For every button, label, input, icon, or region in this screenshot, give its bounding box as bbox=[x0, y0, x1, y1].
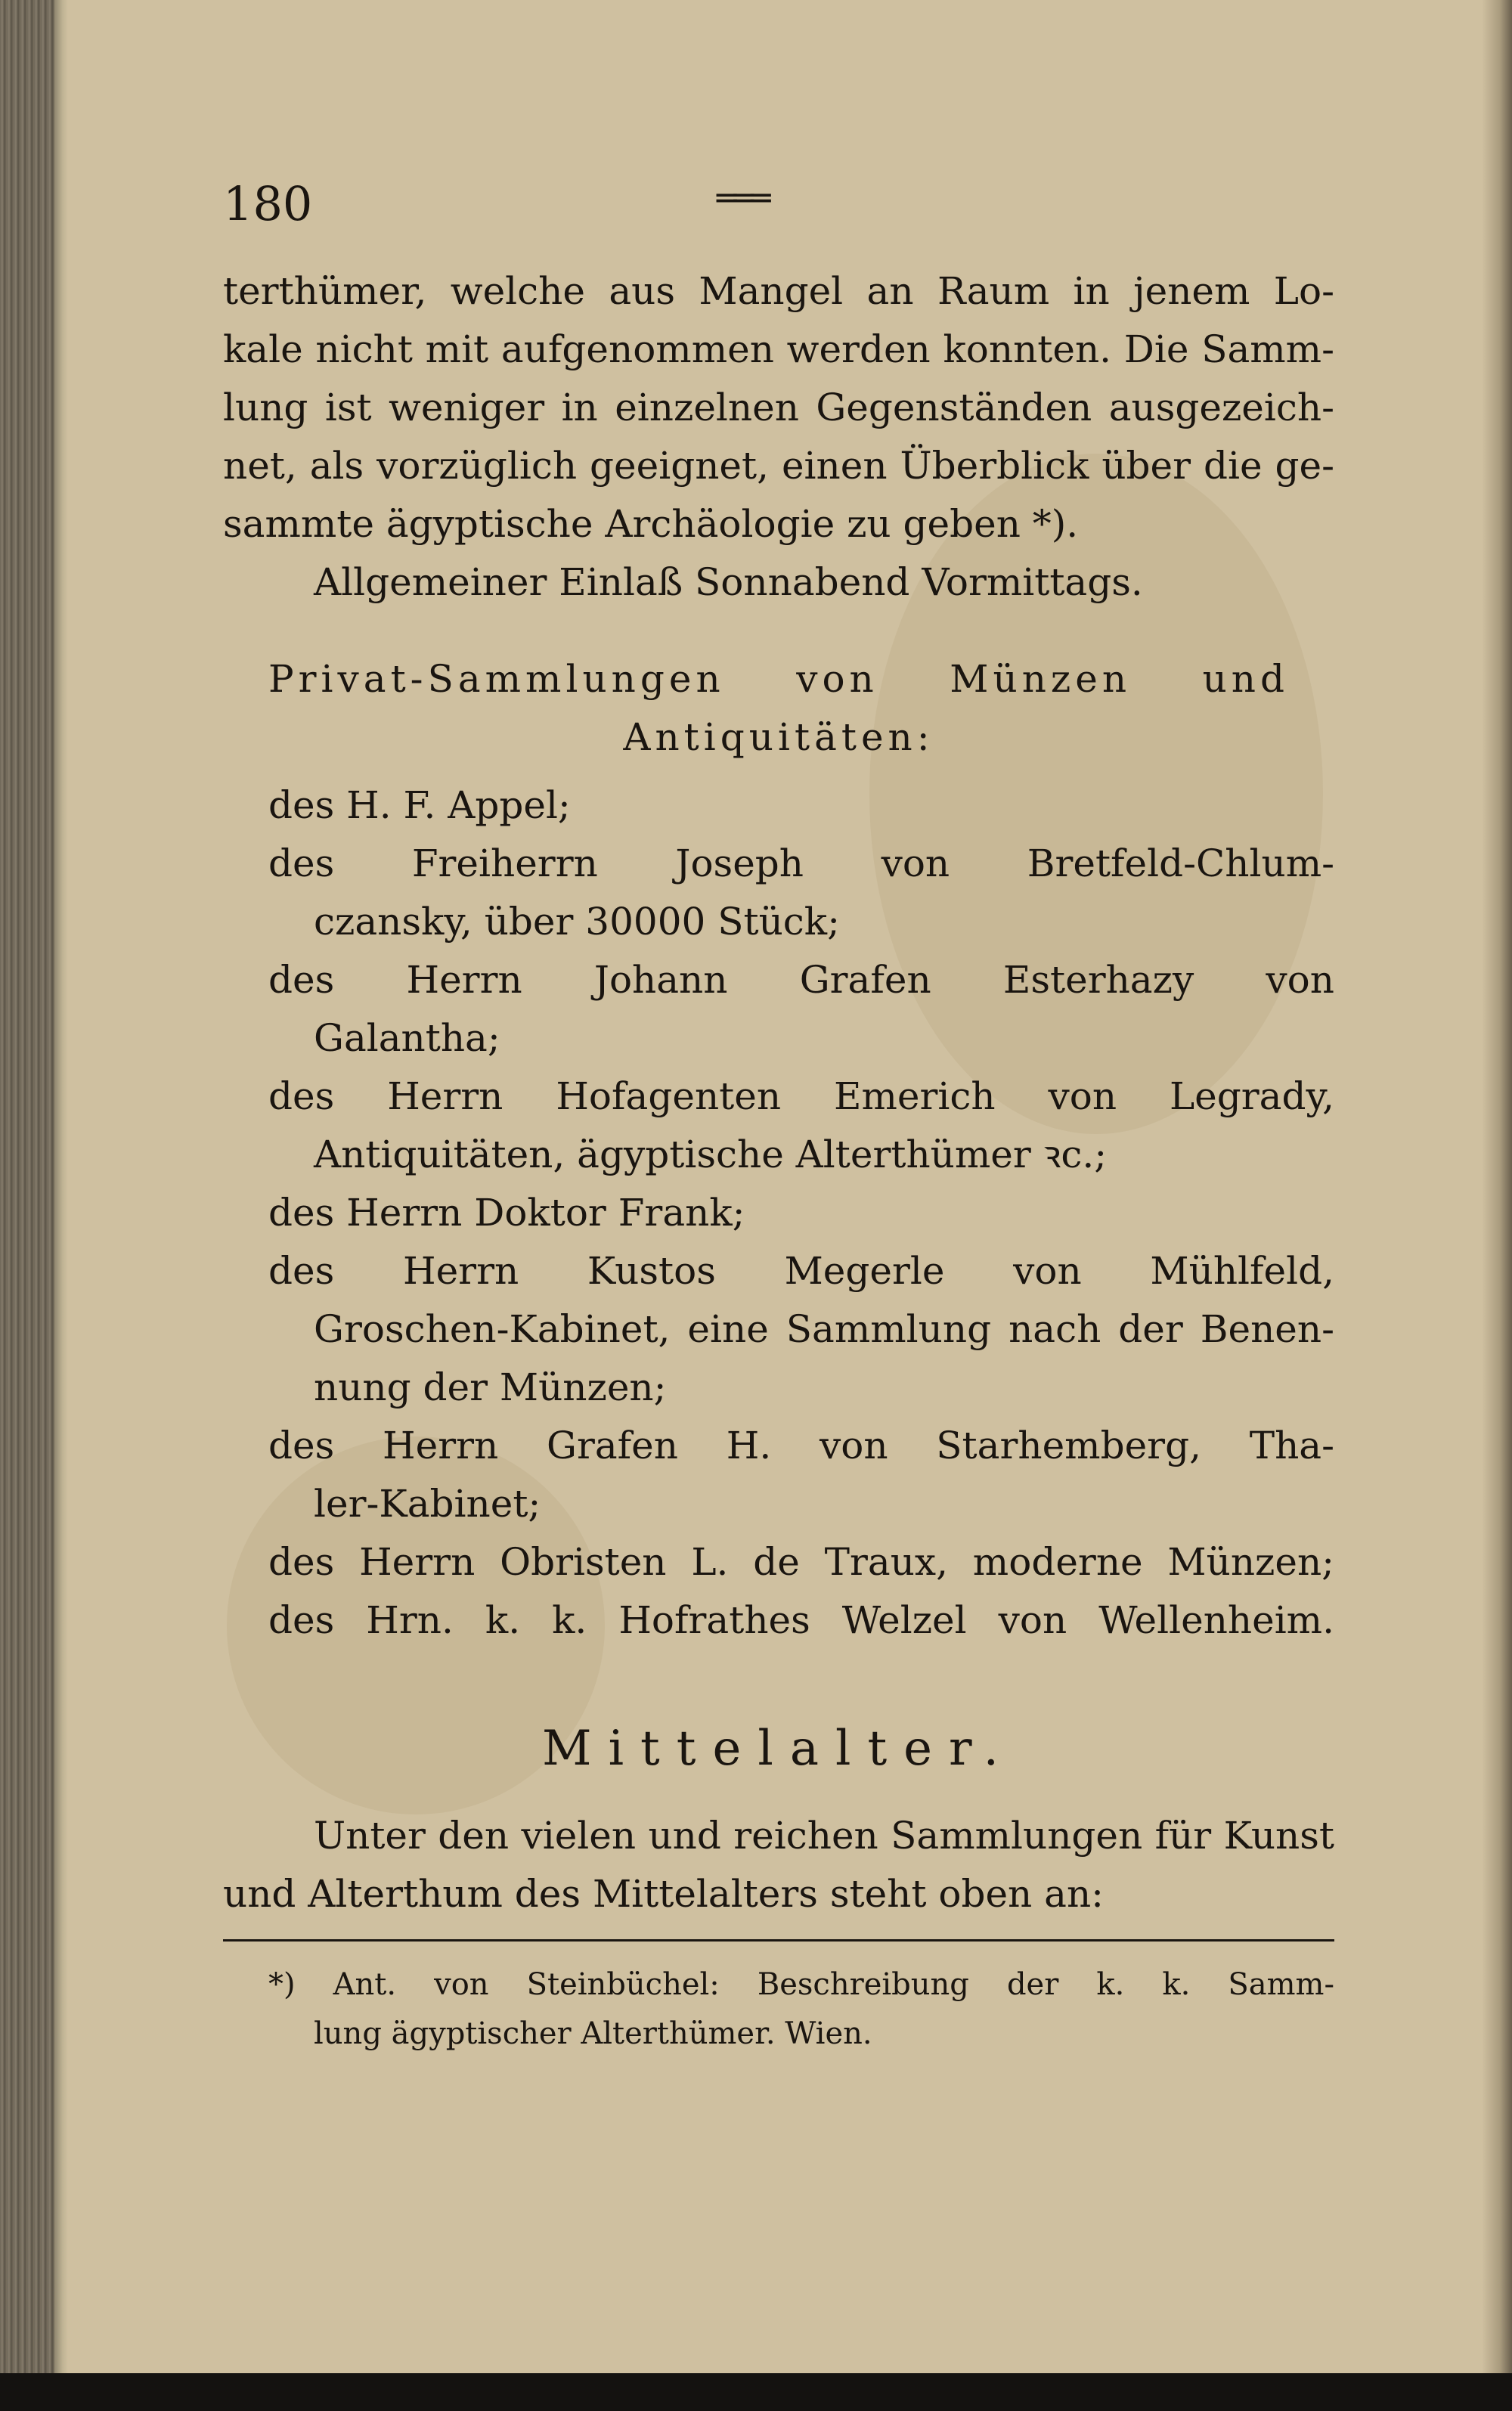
page-right-edge bbox=[1482, 0, 1512, 2411]
section-heading-private: Privat-Sammlungen von Münzen und bbox=[268, 657, 1289, 701]
collector-entry-cont: czansky, über 30000 Stück; bbox=[314, 900, 840, 944]
book-binding bbox=[0, 0, 54, 2411]
body-line: kale nicht mit aufgenommen werden konnten. Die Samm- bbox=[223, 327, 1334, 371]
collector-entry: des Herrn Hofagenten Emerich von Legrady, bbox=[268, 1074, 1334, 1118]
footnote-line: lung ägyptischer Alterthümer. Wien. bbox=[314, 2016, 872, 2051]
admission-line: Allgemeiner Einlaß Sonnabend Vormittags. bbox=[314, 560, 1143, 604]
collector-entry: des Hrn. k. k. Hofrathes Welzel von Wellenheim. bbox=[268, 1598, 1334, 1642]
collector-entry-cont: ler-Kabinet; bbox=[314, 1482, 541, 1526]
section-heading-private-cont: Antiquitäten: bbox=[623, 715, 934, 759]
collector-entry: des Herrn Grafen H. von Starhemberg, Tha- bbox=[268, 1424, 1334, 1467]
collector-entry: des H. F. Appel; bbox=[268, 783, 571, 827]
footnote-rule bbox=[223, 1939, 1334, 1942]
section-heading-mittelalter: Mittelalter. bbox=[542, 1721, 1015, 1777]
collector-entry-cont: nung der Münzen; bbox=[314, 1365, 667, 1409]
footnote-line: *) Ant. von Steinbüchel: Beschreibung der k. k. Samm- bbox=[268, 1967, 1334, 2002]
collector-entry: des Herrn Johann Grafen Esterhazy von bbox=[268, 958, 1334, 1002]
body-line: sammte ägyptische Archäologie zu geben *). bbox=[223, 502, 1079, 546]
collector-entry: des Herrn Obristen L. de Traux, moderne Münzen; bbox=[268, 1540, 1334, 1584]
body-line: lung ist weniger in einzelnen Gegenständen ausgezeich- bbox=[223, 386, 1334, 429]
collector-entry-cont: Antiquitäten, ägyptische Alterthümer ꝛc.; bbox=[314, 1133, 1108, 1176]
header-ornament: ═══ bbox=[717, 179, 768, 218]
body-line: terthümer, welche aus Mangel an Raum in jenem Lo- bbox=[223, 269, 1334, 313]
section-body-line: Unter den vielen und reichen Sammlungen für Kunst bbox=[314, 1814, 1334, 1858]
collector-entry: des Herrn Doktor Frank; bbox=[268, 1191, 745, 1235]
binding-shadow bbox=[54, 0, 68, 2411]
section-body-line: und Alterthum des Mittelalters steht oben an: bbox=[223, 1872, 1105, 1916]
body-line: net, als vorzüglich geeignet, einen Überblick über die ge- bbox=[223, 444, 1334, 488]
collector-entry: des Herrn Kustos Megerle von Mühlfeld, bbox=[268, 1249, 1334, 1293]
scan-bottom-edge bbox=[0, 2373, 1512, 2411]
page-number: 180 bbox=[223, 176, 313, 231]
collector-entry-cont: Galantha; bbox=[314, 1016, 500, 1060]
collector-entry-cont: Groschen-Kabinet, eine Sammlung nach der Benen- bbox=[314, 1307, 1334, 1351]
collector-entry: des Freiherrn Joseph von Bretfeld-Chlum- bbox=[268, 841, 1334, 885]
